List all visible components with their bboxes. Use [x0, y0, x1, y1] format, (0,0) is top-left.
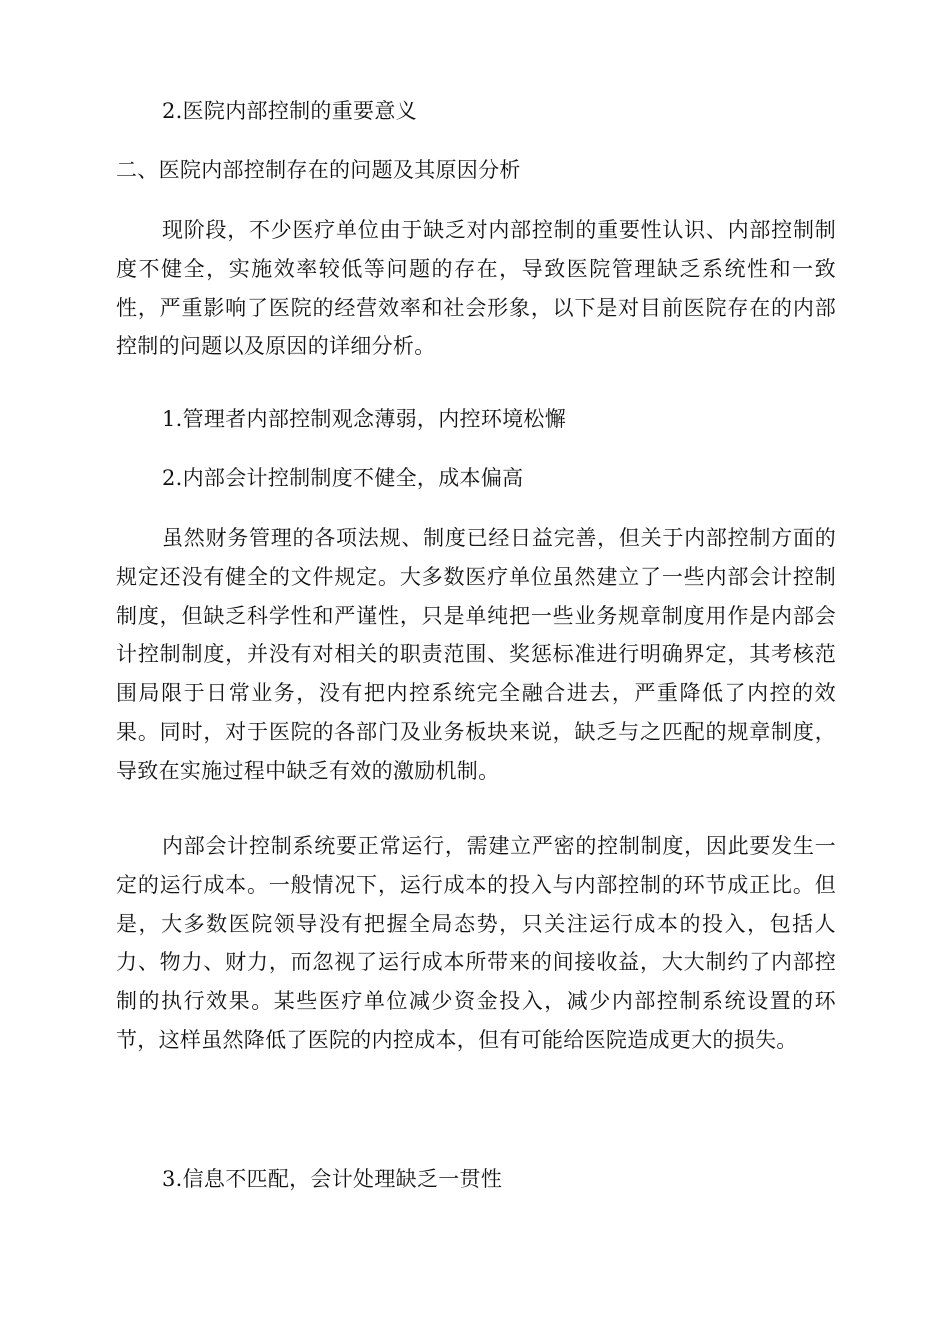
subheading-information-mismatch: 3.信息不匹配，会计处理缺乏一贯性: [162, 1167, 503, 1191]
paragraph-operating-costs: 内部会计控制系统要正常运行，需建立严密的控制制度，因此要发生一定的运行成本。一般情况下，运行成本的投入与内部控制的环节成正比。但是，大多数医院领导没有把握全局态势，只关注运行成本的投入，包括人力、物力、财力，而忽视了运行成本所带来的间接收益，大大制约了内部控制的执行效果。某些医疗单位减少资金投入，减少内部控制系统设置的环节，这样虽然降低了医院的内控成本，但有可能给医院造成更大的损失。: [116, 834, 836, 1052]
subheading-weak-management-awareness: 1.管理者内部控制观念薄弱，内控环境松懈: [162, 407, 567, 431]
subheading-importance-of-internal-control: 2.医院内部控制的重要意义: [162, 99, 417, 123]
paragraph-current-situation: 现阶段，不少医疗单位由于缺乏对内部控制的重要性认识、内部控制制度不健全，实施效率较低等问题的存在，导致医院管理缺乏系统性和一致性，严重影响了医院的经营效率和社会形象，以下是对目前医院存在的内部控制的问题以及原因的详细分析。: [116, 218, 836, 359]
subheading-incomplete-accounting-control: 2.内部会计控制制度不健全，成本偏高: [162, 466, 524, 490]
section-title-problems-and-causes: 二、医院内部控制存在的问题及其原因分析: [116, 158, 521, 182]
paragraph-regulations-incomplete: 虽然财务管理的各项法规、制度已经日益完善，但关于内部控制方面的规定还没有健全的文件规定。大多数医疗单位虽然建立了一些内部会计控制制度，但缺乏科学性和严谨性，只是单纯把一些业务规章制度用作是内部会计控制制度，并没有对相关的职责范围、奖惩标准进行明确界定，其考核范围局限于日常业务，没有把内控系统完全融合进去，严重降低了内控的效果。同时，对于医院的各部门及业务板块来说，缺乏与之匹配的规章制度，导致在实施过程中缺乏有效的激励机制。: [116, 526, 836, 783]
